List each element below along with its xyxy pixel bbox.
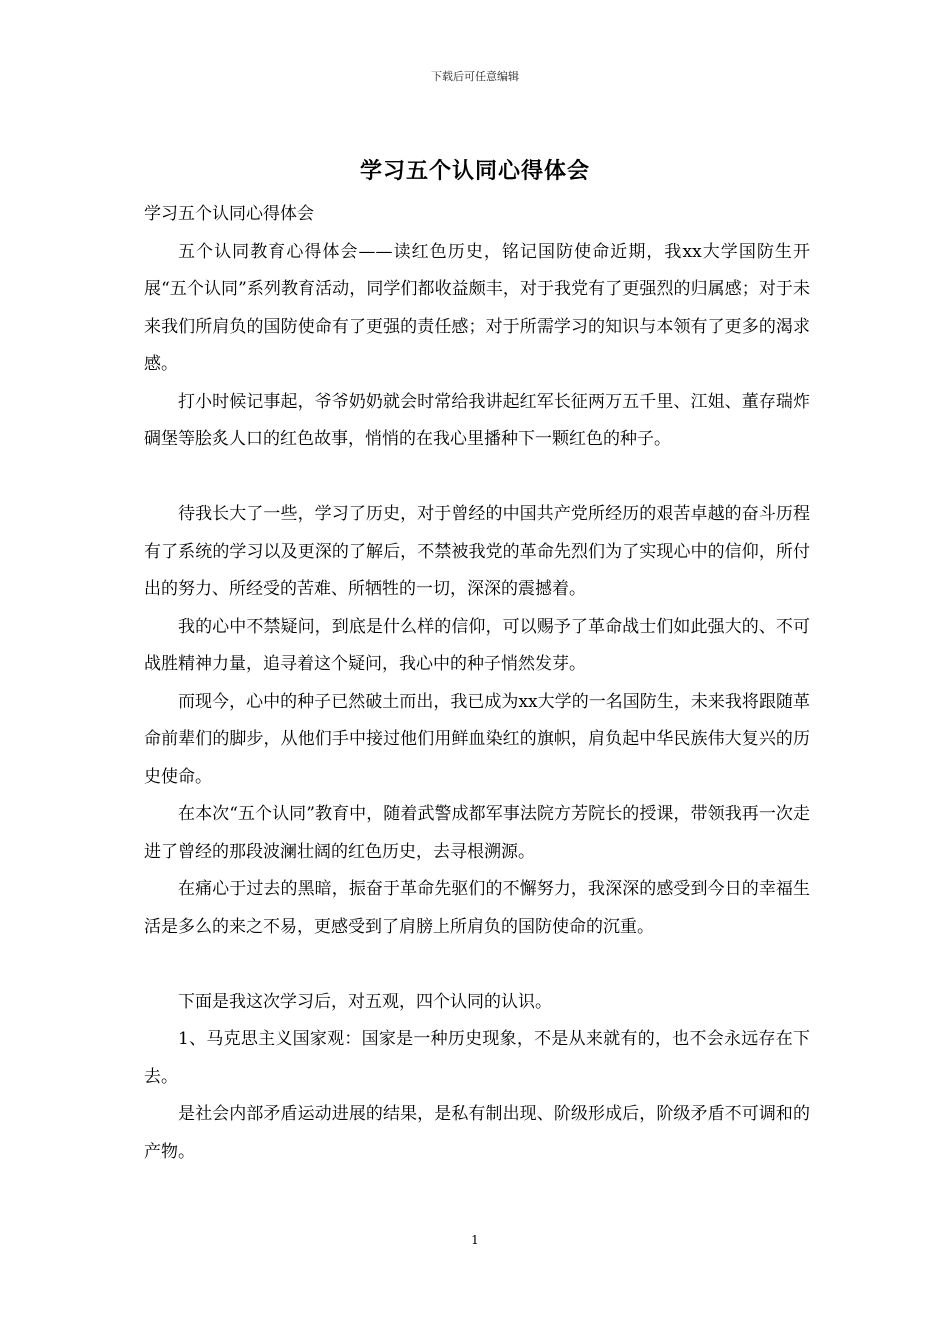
paragraph-2: 打小时候记事起，爷爷奶奶就会时常给我讲起红军长征两万五千里、江姐、董存瑞炸碉堡等脍炙人口的红色故事，悄悄的在我心里播种下一颗红色的种子。: [144, 391, 810, 449]
paragraph-3: 待我长大了一些，学习了历史，对于曾经的中国共产党所经历的艰苦卓越的奋斗历程有了系统的学习以及更深的了解后，不禁被我党的革命先烈们为了实现心中的信仰，所付出的努力、所经受的苦难、所牺牲的一切，深深的震撼着。: [144, 504, 810, 599]
page-number: 1: [471, 1233, 479, 1247]
paragraph-5: 而现今，心中的种子已然破土而出，我已成为xx大学的一名国防生，未来我将跟随革命前辈们的脚步，从他们手中接过他们用鲜血染红的旗帜，肩负起中华民族伟大复兴的历史使命。: [144, 691, 810, 787]
document-body: [144, 196, 810, 1171]
paragraph-10: 是社会内部矛盾运动进展的结果，是私有制出现、阶级形成后，阶级矛盾不可调和的产物。: [144, 1104, 810, 1162]
header-note: 下载后可任意编辑: [431, 70, 519, 83]
paragraph-6: 在本次“五个认同”教育中，随着武警成都军事法院方芳院长的授课，带领我再一次走进了曾经的那段波澜壮阔的红色历史，去寻根溯源。: [144, 804, 810, 862]
paragraph-1: 五个认同教育心得体会——读红色历史，铭记国防使命近期，我xx大学国防生开展“五个认同”系列教育活动，同学们都收益颇丰，对于我党有了更强烈的归属感；对于未来我们所肩负的国防使命有了更强的责任感；对于所需学习的知识与本领有了更多的渴求感。: [144, 241, 810, 374]
paragraph-8: 下面是我这次学习后，对五观，四个认同的认识。: [178, 991, 552, 1012]
document-title: 学习五个认同心得体会: [359, 158, 590, 184]
paragraph-7: 在痛心于过去的黑暗，振奋于革命先驱们的不懈努力，我深深的感受到今日的幸福生活是多么的来之不易，更感受到了肩膀上所肩负的国防使命的沉重。: [144, 879, 810, 937]
paragraph-9: 1、马克思主义国家观：国家是一种历史现象，不是从来就有的，也不会永远存在下去。: [144, 1029, 810, 1087]
paragraph-4: 我的心中不禁疑问，到底是什么样的信仰，可以赐予了革命战士们如此强大的、不可战胜精神力量，追寻着这个疑问，我心中的种子悄然发芽。: [144, 616, 810, 674]
document-subtitle: 学习五个认同心得体会: [144, 204, 314, 224]
